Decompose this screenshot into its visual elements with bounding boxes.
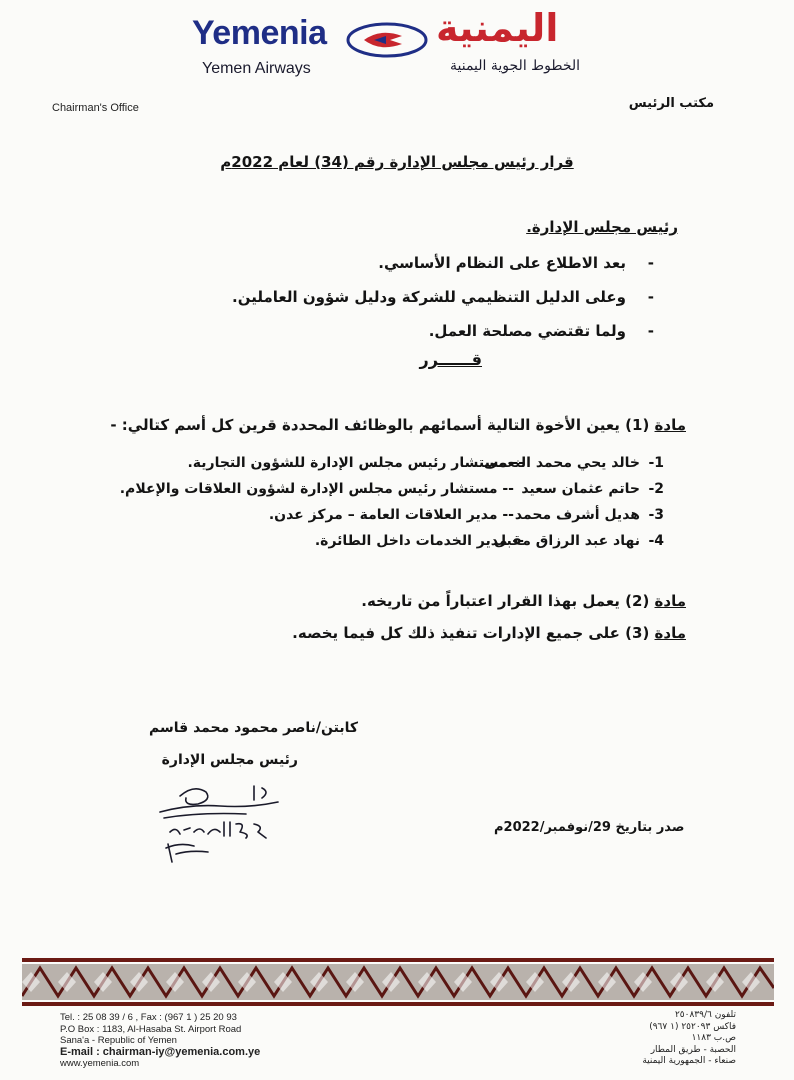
preamble-item: - بعد الاطلاع على النظام الأساسي. [378,254,654,272]
footer-website-link[interactable]: www.yemenia.com [60,1058,140,1069]
article-2 [361,592,686,610]
office-label-english: Chairman's Office [52,102,139,114]
footer-line: ص.ب ١١٨٣ [691,1033,736,1043]
signatory-title: رئيس مجلس الإدارة [161,752,298,768]
appointee-name: نهاد عبد الرزاق مقبل [493,533,640,549]
brand-name-arabic: اليمنية [436,6,559,50]
brand-subtitle-english: Yemen Airways [202,60,311,77]
signatory-name: كابتن/ناصر محمود محمد قاسم [149,720,358,736]
footer-contact-arabic [642,1010,736,1068]
footer-line: تلفون ٢٥٠٨٣٩/٦ [674,1010,736,1020]
article-label: مادة [654,592,686,610]
article-label: مادة [654,624,686,642]
preamble-item: - وعلى الدليل التنظيمي للشركة ودليل شؤون العاملين. [232,288,654,306]
appointment-row: 4- نهاد عبد الرزاق مقبل -- مدير الخدمات داخل الطائرة. [144,528,664,554]
preamble-list [134,246,654,348]
article-text: (1) يعين الأخوة التالية أسمائهم بالوظائف المحددة قرين كل أسم كتالي: - [110,416,655,434]
office-label-arabic: مكتب الرئيس [628,96,714,111]
appointee-title: -- مستشار رئيس مجلس الإدارة للشؤون التجارية. [187,455,524,471]
article-text: (2) يعمل بهذا القرار اعتباراً من تاريخه. [361,592,655,610]
footer-line: Sana'a - Republic of Yemen [60,1035,177,1046]
footer-line: فاكس ٢٥٢٠٩٣ (١ ٩٦٧) [649,1021,736,1032]
footer-contact-english [60,1012,260,1070]
appointee-name: هديل أشرف محمد [514,507,640,523]
article-3 [292,624,686,642]
appointee-name: حاتم عثمان سعيد [521,481,640,497]
appointee-title: -- مستشار رئيس مجلس الإدارة لشؤون العلاقات والإعلام. [119,481,514,497]
appointment-row: 3- هديل أشرف محمد -- مدير العلاقات العامة – مركز عدن. [144,502,664,528]
decorative-pattern-band [22,958,774,1006]
brand-name-english: Yemenia [192,14,327,52]
appointment-row: 2- حاتم عثمان سعيد -- مستشار رئيس مجلس الإدارة لشؤون العلاقات والإعلام. [144,476,664,502]
chair-heading: رئيس مجلس الإدارة. [526,218,678,236]
footer-email-link[interactable]: E-mail : chairman-iy@yemenia.com.ye [60,1045,261,1058]
footer-line: Tel. : 25 08 39 / 6 , Fax : (967 1 ) 25 20 93 [60,1012,237,1023]
handwritten-signature-icon [150,782,290,864]
appointee-title: -- مدير العلاقات العامة – مركز عدن. [268,507,514,523]
brand-subtitle-arabic: الخطوط الجوية اليمنية [450,58,581,74]
issue-date: صدر بتاريخ 29/نوفمبر/2022م [494,820,685,835]
decided-heading: قــــــرر [419,350,482,369]
footer-line: الحصبة - طريق المطار [650,1044,736,1055]
preamble-item: - ولما تقتضي مصلحة العمل. [428,322,654,340]
appointments-list [119,450,664,554]
footer-line: P.O Box : 1183, Al-Hasaba St. Airport Road [60,1023,242,1035]
appointee-title: -- مدير الخدمات داخل الطائرة. [314,533,524,549]
appointee-name: خالد يحي محمد النعمى [483,455,640,471]
yemenia-logo-icon [346,22,428,58]
article-label: مادة [654,416,686,434]
decision-title: قرار رئيس مجلس الإدارة رقم (34) لعام 2022م [220,153,574,171]
footer-line: صنعاء - الجمهورية اليمنية [642,1056,736,1066]
appointment-row: 1- خالد يحي محمد النعمى -- مستشار رئيس مجلس الإدارة للشؤون التجارية. [144,450,664,476]
article-1 [110,416,686,434]
article-text: (3) على جميع الإدارات تنفيذ ذلك كل فيما يخصه. [292,624,655,642]
